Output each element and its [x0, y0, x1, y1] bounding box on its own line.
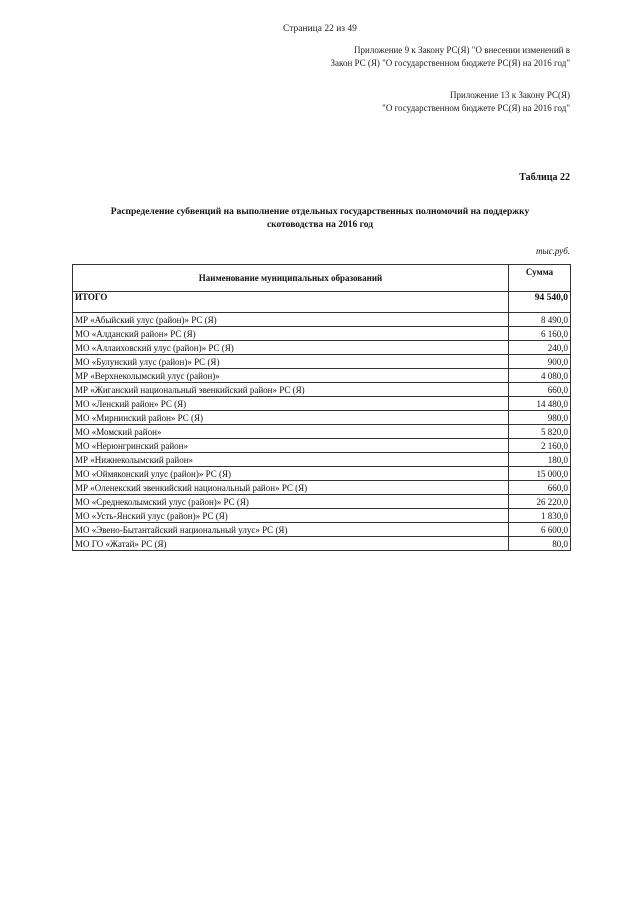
table-row: [73, 313, 571, 327]
row-value: 240,0: [509, 341, 571, 355]
row-name: МО «Ленский район» РС (Я): [73, 397, 509, 411]
total-row: [73, 292, 571, 313]
total-value: 94 540,0: [509, 292, 571, 313]
row-value: 4 080,0: [509, 369, 571, 383]
table-row: [73, 397, 571, 411]
subsidy-table: [72, 264, 571, 551]
row-value: 8 490,0: [509, 313, 571, 327]
table-row: [73, 383, 571, 397]
units-label: тыс.руб.: [536, 246, 570, 256]
row-value: 26 220,0: [509, 495, 571, 509]
row-value: 6 600,0: [509, 523, 571, 537]
row-value: 80,0: [509, 537, 571, 551]
row-name: МР «Жиганский национальный эвенкийский район» РС (Я): [73, 383, 509, 397]
table-row: [73, 341, 571, 355]
col-sum-header: Сумма: [509, 265, 571, 292]
appendix-13-line-2: "О государственном бюджете РС(Я) на 2016 год": [382, 103, 570, 113]
row-name: МО «Момский район»: [73, 425, 509, 439]
row-value: 980,0: [509, 411, 571, 425]
table-row: [73, 523, 571, 537]
table-label: Таблица 22: [519, 172, 570, 183]
title-line-1: Распределение субвенций на выполнение отдельных государственных полномочий на поддержку: [110, 207, 530, 217]
table-row: [73, 439, 571, 453]
appendix-9-line-1: Приложение 9 к Закону РС(Я) "О внесении изменений в: [354, 45, 570, 55]
row-value: 660,0: [509, 481, 571, 495]
table-row: [73, 327, 571, 341]
row-name: МО «Алданский район» РС (Я): [73, 327, 509, 341]
row-value: 14 480,0: [509, 397, 571, 411]
row-name: МР «Абыйский улус (район)» РС (Я): [73, 313, 509, 327]
row-value: 6 160,0: [509, 327, 571, 341]
table-row: [73, 411, 571, 425]
col-name-header: Наименование муниципальных образований: [73, 265, 509, 292]
table-row: [73, 355, 571, 369]
appendix-9-note: [331, 44, 570, 70]
appendix-13-line-1: Приложение 13 к Закону РС(Я): [449, 90, 570, 100]
row-value: 5 820,0: [509, 425, 571, 439]
row-name: МО «Среднеколымский улус (район)» РС (Я): [73, 495, 509, 509]
row-name: МР «Верхнеколымский улус (район)»: [73, 369, 509, 383]
table-row: [73, 369, 571, 383]
appendix-13-note: [382, 89, 570, 115]
table-row: [73, 509, 571, 523]
row-name: МР «Оленекский эвенкийский национальный район» РС (Я): [73, 481, 509, 495]
row-value: 180,0: [509, 453, 571, 467]
row-name: МР «Нижнеколымский район»: [73, 453, 509, 467]
row-name: МО «Мирнинский район» РС (Я): [73, 411, 509, 425]
page-number: Страница 22 из 49: [283, 24, 357, 34]
row-value: 15 000,0: [509, 467, 571, 481]
document-title: [80, 206, 560, 232]
table-row: [73, 495, 571, 509]
row-name: МО «Эвено-Бытантайский национальный улус» РС (Я): [73, 523, 509, 537]
table-header-row: [73, 265, 571, 292]
row-value: 660,0: [509, 383, 571, 397]
table-row: [73, 453, 571, 467]
row-value: 2 160,0: [509, 439, 571, 453]
table-row: [73, 481, 571, 495]
title-line-2: скотоводства на 2016 год: [266, 220, 374, 230]
row-name: МО «Усть-Янский улус (район)» РС (Я): [73, 509, 509, 523]
table-row: [73, 425, 571, 439]
row-name: МО «Оймяконский улус (район)» РС (Я): [73, 467, 509, 481]
table-row: [73, 537, 571, 551]
row-name: МО «Аллаиховский улус (район)» РС (Я): [73, 341, 509, 355]
table-row: [73, 467, 571, 481]
row-value: 900,0: [509, 355, 571, 369]
row-name: МО ГО «Жатай» РС (Я): [73, 537, 509, 551]
total-label: ИТОГО: [73, 292, 509, 313]
row-name: МО «Нерюнгринский район»: [73, 439, 509, 453]
row-name: МО «Булунский улус (район)» РС (Я): [73, 355, 509, 369]
appendix-9-line-2: Закон РС (Я) "О государственном бюджете РС(Я) на 2016 год": [330, 58, 570, 68]
row-value: 1 830,0: [509, 509, 571, 523]
